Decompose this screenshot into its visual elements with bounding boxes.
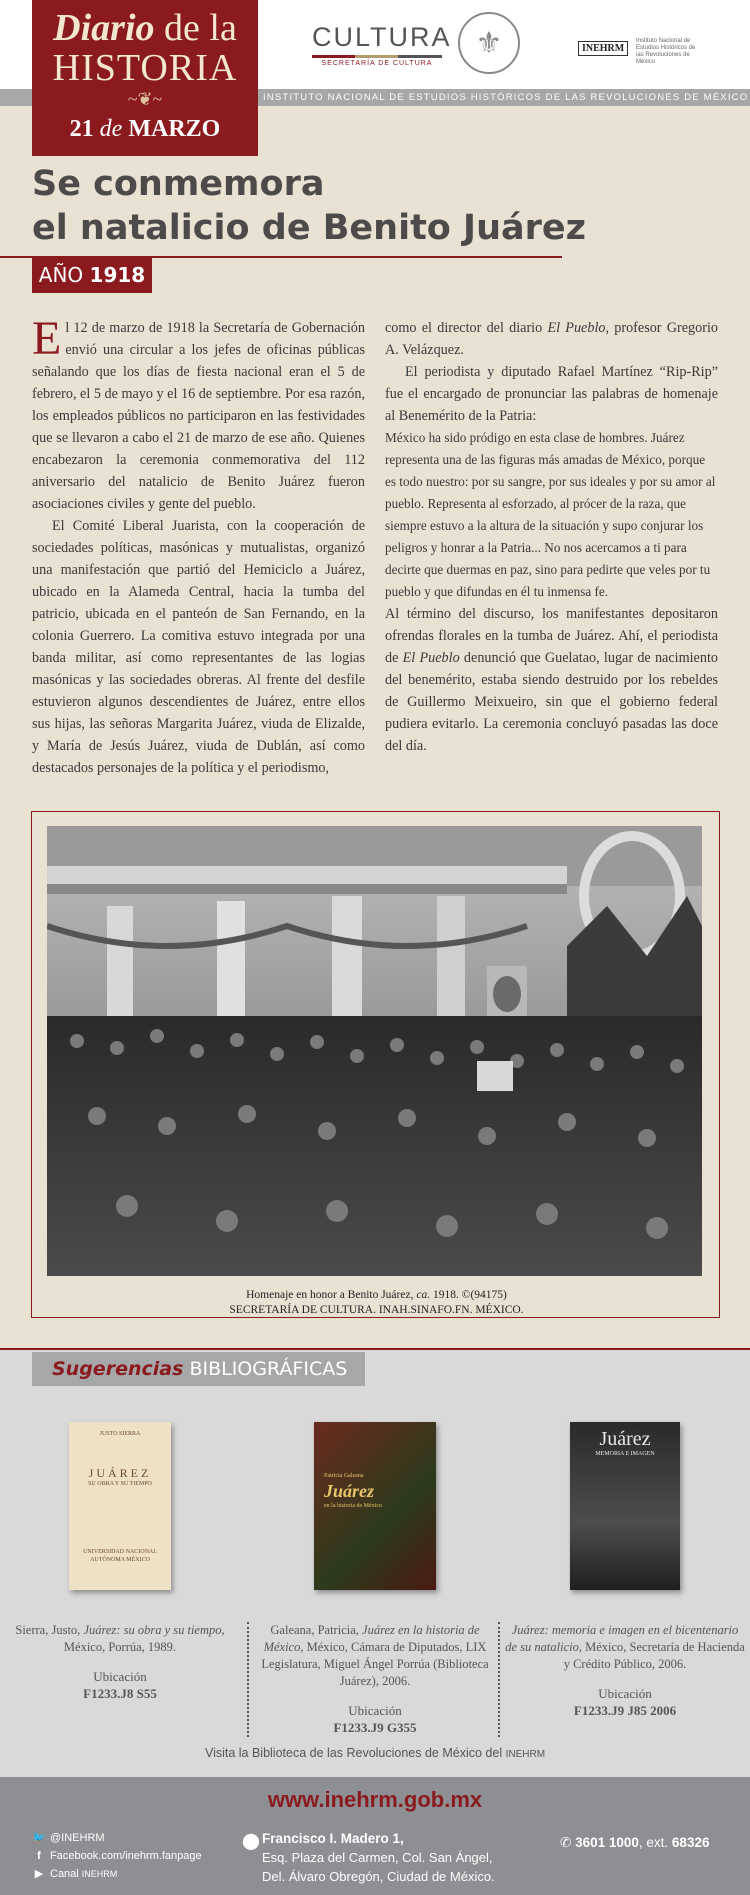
logo-title-line2: HISTORIA bbox=[52, 47, 238, 89]
inehrm-logo-text: INEHRM bbox=[578, 41, 628, 56]
inehrm-logo-subtitle: Instituto Nacional de Estudios Históricos de las Revoluciones de México bbox=[636, 38, 696, 65]
twitter-icon: 🐦 bbox=[32, 1832, 46, 1844]
logo-ornament-icon: ~❦~ bbox=[127, 89, 163, 109]
article-column-left bbox=[32, 312, 365, 779]
cultura-logo-bar bbox=[312, 55, 442, 58]
book-citation-1: Sierra, Justo, Juárez: su obra y su tiempo, México, Porrúa, 1989. bbox=[15, 1623, 225, 1654]
historic-photo[interactable] bbox=[47, 826, 702, 1276]
book-cover-1[interactable]: JUSTO SIERRA JUÁREZ SU OBRA Y SU TIEMPO UNIVERSIDAD NACIONAL AUTÓNOMA MÉXICO bbox=[69, 1422, 171, 1590]
eagle-seal-icon: ⚜ bbox=[458, 12, 520, 74]
paragraph-4: Al término del discurso, los manifestantes depositaron ofrendas florales en la tumba de Juárez. Ahí, el periodista de El Pueblo denunció que Guelatao, lugar de nacimiento del benemérito, estaba siendo destruido por los rebeldes de Guillermo Meixueiro, sin que el gobierno federal pudiera evitarlo. La ceremonia concluyó pasadas las doce del día. bbox=[385, 606, 718, 754]
drop-cap: E bbox=[32, 312, 62, 365]
paragraph-2-continued: como el director del diario El Pueblo, profesor Gregorio A. Velázquez. bbox=[385, 320, 718, 358]
address: Francisco I. Madero 1, Esq. Plaza del Carmen, Col. San Ángel, Del. Álvaro Obregón, Ciudad de México. bbox=[262, 1831, 495, 1884]
book-location-label-2: Ubicación bbox=[348, 1703, 402, 1718]
website-link[interactable]: www.inehrm.gob.mx bbox=[267, 1787, 483, 1812]
speech-quote: México ha sido pródigo en esta clase de hombres. Juárez representa una de las figuras más amadas de México, porque es todo nuestro: por su sangre, por sus ideales y por su amor al pueblo. Representa al esforzado, al prócer de la raza, que siempre estuvo a la altura de la situación y supo conjurar los peligros y honrar a la Patria... No nos acercamos a ti para decirte que duermas en paz, sino para pedirte que veles por tu pueblo y que difundas en él tu inmensa fe. bbox=[385, 430, 716, 599]
book-call-number-1: F1233.J8 S55 bbox=[83, 1686, 157, 1701]
phone-number[interactable]: ✆ 3601 1000, ext. 68326 bbox=[560, 1835, 710, 1850]
facebook-icon: f bbox=[37, 1850, 41, 1862]
paragraph-3: El periodista y diputado Rafael Martínez “Rip-Rip” fue el encargado de pronunciar las palabras de homenaje al Benemérito de la Patria: bbox=[385, 364, 718, 424]
article-column-right bbox=[385, 317, 718, 757]
library-visit-note: Visita la Biblioteca de las Revoluciones de México del INEHRM bbox=[204, 1746, 546, 1760]
book-location-label-1: Ubicación bbox=[93, 1669, 147, 1684]
phone-icon: ✆ bbox=[560, 1835, 572, 1850]
twitter-link[interactable]: 🐦 @INEHRM bbox=[32, 1829, 202, 1847]
facebook-link[interactable]: f Facebook.com/inehrm.fanpage bbox=[32, 1847, 202, 1865]
diario-historia-logo[interactable] bbox=[32, 0, 258, 156]
historic-photo-image bbox=[47, 826, 702, 1276]
book-suggestion-1[interactable] bbox=[0, 1422, 240, 1702]
logo-title-italic: Diario bbox=[53, 7, 155, 49]
location-pin-icon: ⬤ bbox=[242, 1833, 260, 1850]
cultura-logo-text: CULTURA bbox=[312, 22, 452, 52]
book-divider bbox=[498, 1622, 500, 1737]
suggestions-heading: Sugerencias BIBLIOGRÁFICAS bbox=[32, 1352, 365, 1386]
book-call-number-3: F1233.J9 J85 2006 bbox=[573, 1703, 677, 1718]
institute-band: INSTITUTO NACIONAL DE ESTUDIOS HISTÓRICOS DE LAS REVOLUCIONES DE MÉXICO bbox=[258, 89, 750, 106]
book-divider bbox=[247, 1622, 249, 1737]
paragraph-2: El Comité Liberal Juarista, con la cooperación de sociedades políticas, masónicas y mutualistas, organizó una manifestación que partió del Hemiciclo a Juárez, ubicado en la Alameda Central, hacia la tumba del patricio, ubicada en el panteón de San Fernando, en la colonia Guerrero. La comitiva estuvo integrada por una banda militar, así como representantes de las logias masónicas y las sociedades obreras. Al frente del desfile estuvieron algunos descendientes de Juárez, entre ellos sus hijas, las señoras Margarita Juárez, viuda de Elizalde, y María de Jesús Juárez, viuda de Dublán, así como destacados personajes de la política y el periodismo, bbox=[32, 518, 365, 776]
youtube-link[interactable]: ▶ Canal INEHRM bbox=[32, 1865, 202, 1883]
institute-band-left bbox=[0, 89, 32, 106]
book-location-label-3: Ubicación bbox=[598, 1686, 652, 1701]
book-cover-2[interactable]: Patricia Galeana Juárez en la historia de México bbox=[314, 1422, 436, 1590]
cultura-logo-subtitle: SECRETARÍA DE CULTURA bbox=[321, 60, 433, 67]
book-citation-3: Juárez: memoria e imagen en el bicentenario de su natalicio, México, Secretaría de Hacienda y Crédito Público, 2006. bbox=[505, 1623, 745, 1671]
book-suggestion-3[interactable] bbox=[505, 1422, 745, 1719]
social-links bbox=[32, 1829, 202, 1883]
book-citation-2: Galeana, Patricia, Juárez en la historia de México, México, Cámara de Diputados, LIX Legislatura, Miguel Ángel Porrúa (Biblioteca Juárez), 2006. bbox=[261, 1623, 489, 1688]
cultura-logo[interactable] bbox=[312, 22, 452, 67]
book-call-number-2: F1233.J9 G355 bbox=[333, 1720, 417, 1735]
year-tag: AÑO 1918 bbox=[32, 258, 152, 293]
logo-title-rest: de la bbox=[164, 7, 237, 49]
book-cover-3[interactable]: Juárez MEMORIA E IMAGEN bbox=[570, 1422, 680, 1590]
paragraph-1: El 12 de marzo de 1918 la Secretaría de Gobernación envió una circular a los jefes de oficinas públicas señalando que los días de fiesta nacional eran el 5 de febrero, el 5 de mayo y el 16 de septiembre. Por esa razón, los empleados públicos no participaron en las festividades que se llevaron a cabo el 21 de marzo de ese año. Quienes encabezaron la ceremonia conmemorativa del 112 aniversario del natalicio de Benito Juárez fueron asociaciones civiles y gente del pueblo. bbox=[32, 312, 365, 512]
logo-date: 21 de MARZO bbox=[69, 116, 221, 142]
youtube-icon: ▶ bbox=[34, 1868, 44, 1880]
footer bbox=[0, 1777, 750, 1895]
photo-caption: Homenaje en honor a Benito Juárez, ca. 1918. ©(94175) SECRETARÍA DE CULTURA. INAH.SINAFO.FN. MÉXICO. bbox=[229, 1289, 524, 1316]
book-suggestion-2[interactable] bbox=[255, 1422, 495, 1736]
inehrm-logo[interactable] bbox=[578, 34, 698, 64]
article-title: Se conmemora el natalicio de Benito Juárez bbox=[32, 164, 586, 248]
